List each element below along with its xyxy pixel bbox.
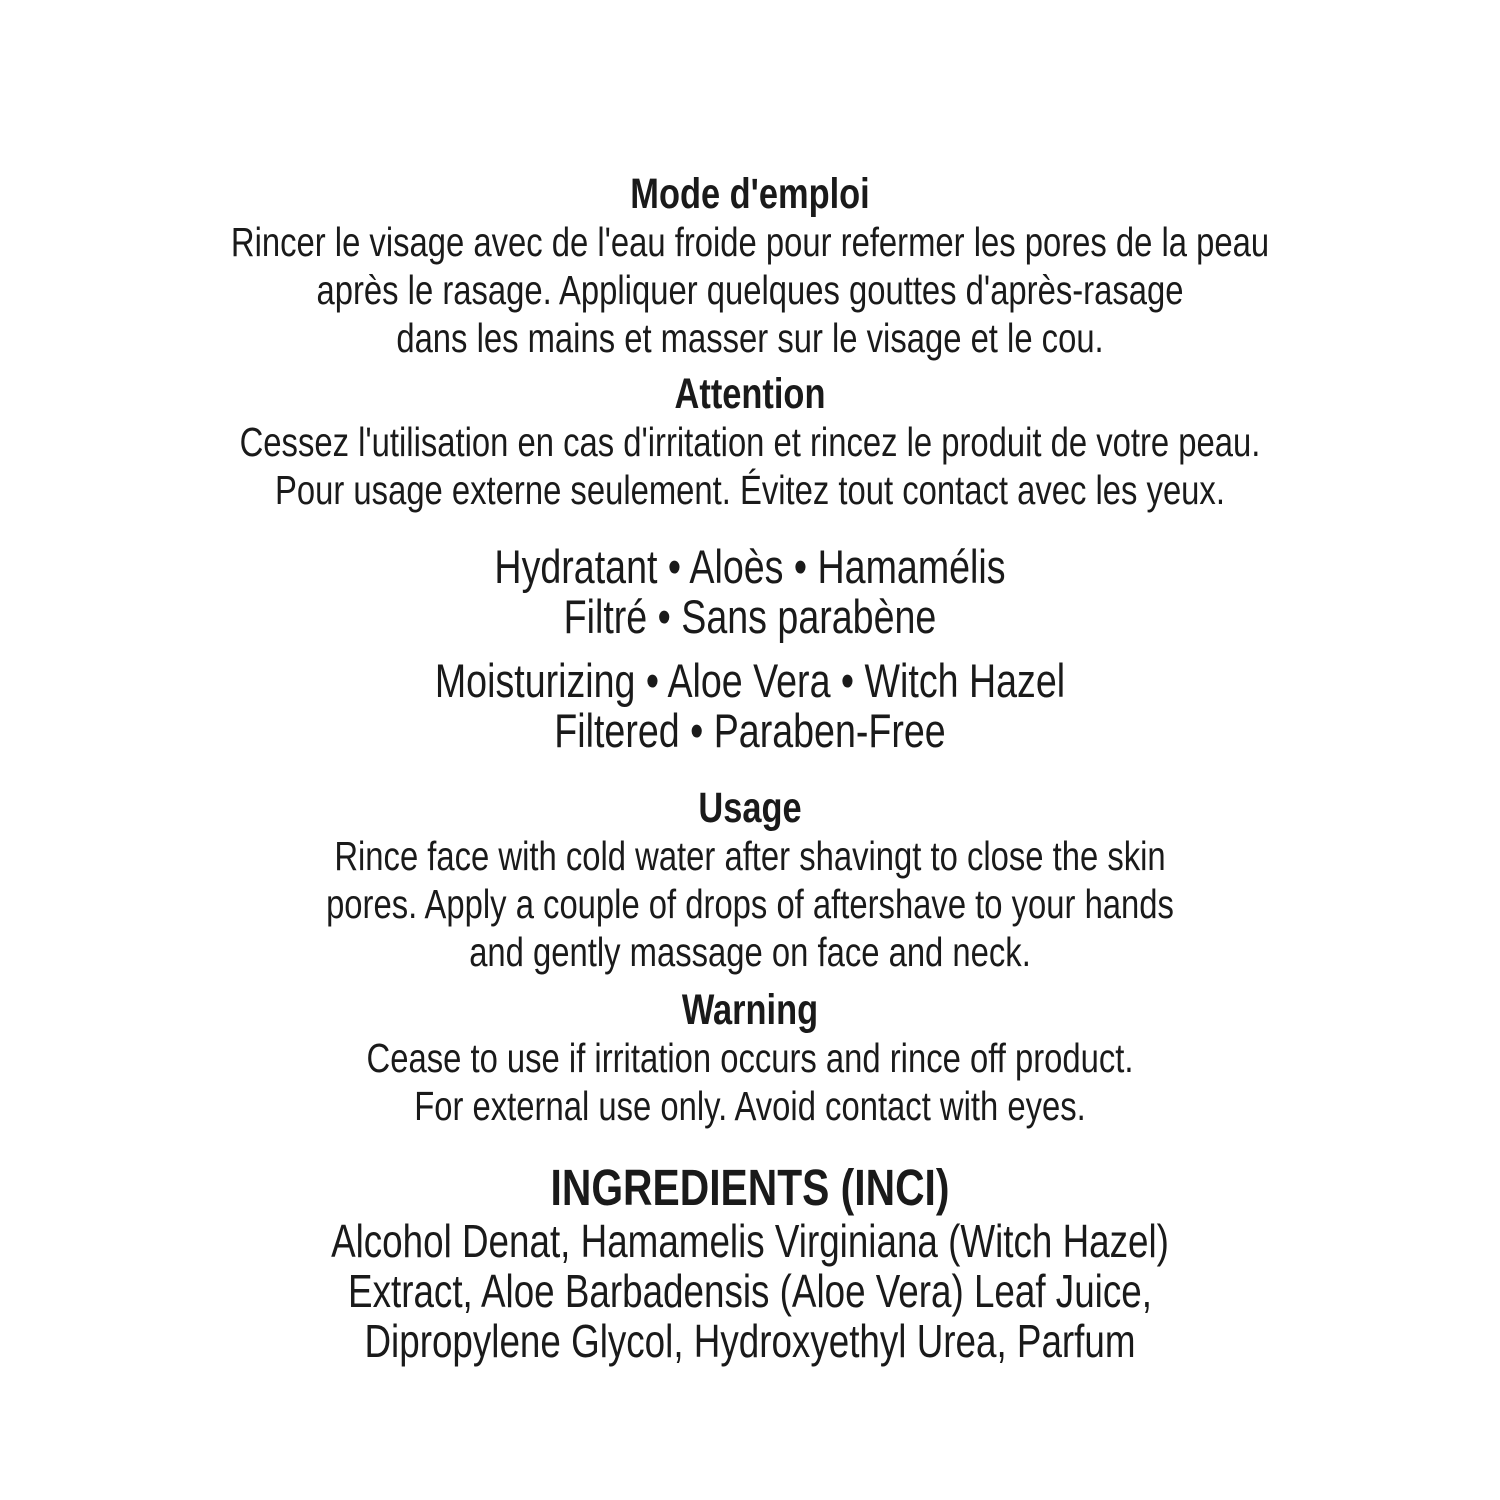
- attention-line: Pour usage externe seulement. Évitez tout contact avec les yeux.: [275, 467, 1225, 513]
- warning-line: For external use only. Avoid contact with eyes.: [414, 1083, 1086, 1129]
- section-attention: [150, 370, 1350, 514]
- feature-line-en: Filtered • Paraben-Free: [554, 704, 946, 757]
- attention-line: Cessez l'utilisation en cas d'irritation et rincez le produit de votre peau.: [239, 419, 1261, 465]
- usage-line: pores. Apply a couple of drops of aftershave to your hands: [326, 881, 1174, 927]
- section-features-english: [150, 656, 1350, 756]
- ingredients-line: Alcohol Denat, Hamamelis Virginiana (Witch Hazel): [331, 1215, 1169, 1267]
- attention-heading: Attention: [674, 370, 826, 418]
- mode-demploi-heading: Mode d'emploi: [630, 170, 870, 218]
- warning-heading: Warning: [681, 986, 819, 1034]
- section-warning: [150, 986, 1350, 1130]
- section-usage: [150, 784, 1350, 976]
- section-mode-demploi: [150, 170, 1350, 362]
- feature-line-fr: Hydratant • Aloès • Hamamélis: [494, 540, 1006, 593]
- section-ingredients: [150, 1160, 1350, 1366]
- product-label-panel: [150, 0, 1350, 1366]
- usage-line: and gently massage on face and neck.: [469, 929, 1031, 975]
- usage-line: Rince face with cold water after shavingt to close the skin: [334, 833, 1166, 879]
- ingredients-heading: INGREDIENTS (INCI): [550, 1159, 950, 1216]
- mode-demploi-line: dans les mains et masser sur le visage et le cou.: [396, 315, 1104, 361]
- section-features-french: [150, 542, 1350, 642]
- feature-line-en: Moisturizing • Aloe Vera • Witch Hazel: [434, 654, 1066, 707]
- mode-demploi-line: après le rasage. Appliquer quelques gouttes d'après-rasage: [316, 267, 1184, 313]
- warning-line: Cease to use if irritation occurs and rince off product.: [366, 1035, 1134, 1081]
- mode-demploi-line: Rincer le visage avec de l'eau froide pour refermer les pores de la peau: [230, 219, 1270, 265]
- ingredients-line: Dipropylene Glycol, Hydroxyethyl Urea, Parfum: [364, 1315, 1136, 1367]
- usage-heading: Usage: [698, 784, 802, 832]
- feature-line-fr: Filtré • Sans parabène: [563, 590, 937, 643]
- ingredients-line: Extract, Aloe Barbadensis (Aloe Vera) Leaf Juice,: [348, 1265, 1152, 1317]
